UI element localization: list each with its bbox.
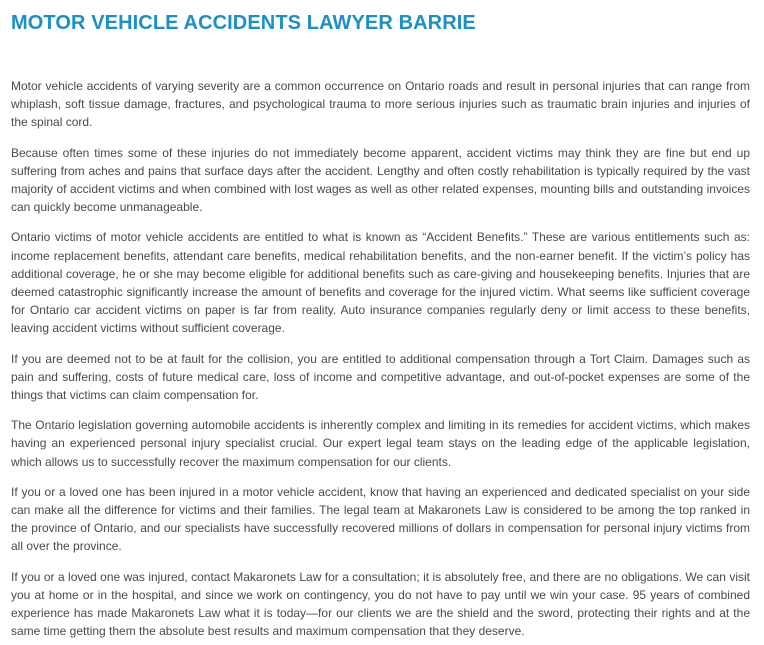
page-title: MOTOR VEHICLE ACCIDENTS LAWYER BARRIE <box>11 12 476 34</box>
paragraph-legislation: The Ontario legislation governing automobile accidents is inherently complex and limiting in its remedies for accident victims, which makes having an experienced personal injury specialist crucial. Our expert legal team stays on the leading edge of the applicable legislation, which allows us to successfully recover the maximum compensation for our clients. <box>11 418 750 469</box>
paragraph-accident-benefits: Ontario victims of motor vehicle accidents are entitled to what is known as “Accident Benefits.” These are various entitlements such as: income replacement benefits, attendant care benefits, medical rehabilitation benefits, and the non-earner benefit. If the victim’s policy has additional coverage, he or she may become eligible for additional benefits such as care-giving and housekeeping benefits. Injuries that are deemed catastrophic significantly increase the amount of benefits and coverage for the injured victim. What seems like sufficient coverage for Ontario car accident victims on paper is far from reality. Auto insurance companies regularly deny or limit access to these benefits, leaving accident victims without sufficient coverage. <box>11 230 750 336</box>
paragraph-intro: Motor vehicle accidents of varying severity are a common occurrence on Ontario roads and result in personal injuries that can range from whiplash, soft tissue damage, fractures, and psychological trauma to more serious injuries such as traumatic brain injuries and injuries of the spinal cord. <box>11 79 750 130</box>
article-body <box>11 77 750 640</box>
paragraph-legal-team: If you or a loved one has been injured in a motor vehicle accident, know that having an experienced and dedicated specialist on your side can make all the difference for victims and their families. The legal team at Makaronets Law is considered to be among the top ranked in the province of Ontario, and our specialists have successfully recovered millions of dollars in compensation for personal injury victims from all over the province. <box>11 484 750 554</box>
paragraph-consultation: If you or a loved one was injured, contact Makaronets Law for a consultation; it is absolutely free, and there are no obligations. We can visit you at home or in the hospital, and since we work on contingency, you do not have to pay until we win your case. 95 years of combined experience has made Makaronets Law what it is today—for our clients we are the shield and the sword, protecting their rights and at the same time getting them the absolute best results and maximum compensation that they deserve. <box>11 569 750 639</box>
paragraph-delayed-injuries: Because often times some of these injuries do not immediately become apparent, accident victims may think they are fine but end up suffering from aches and pains that surface days after the accident. Lengthy and often costly rehabilitation is typically required by the vast majority of accident victims and when combined with lost wages as well as other related expenses, mounting bills and outstanding invoices can quickly become unmanageable. <box>11 145 750 215</box>
paragraph-tort-claim: If you are deemed not to be at fault for the collision, you are entitled to additional compensation through a Tort Claim. Damages such as pain and suffering, costs of future medical care, loss of income and competitive advantage, and out-of-pocket expenses are some of the things that victims can claim compensation for. <box>11 351 750 403</box>
